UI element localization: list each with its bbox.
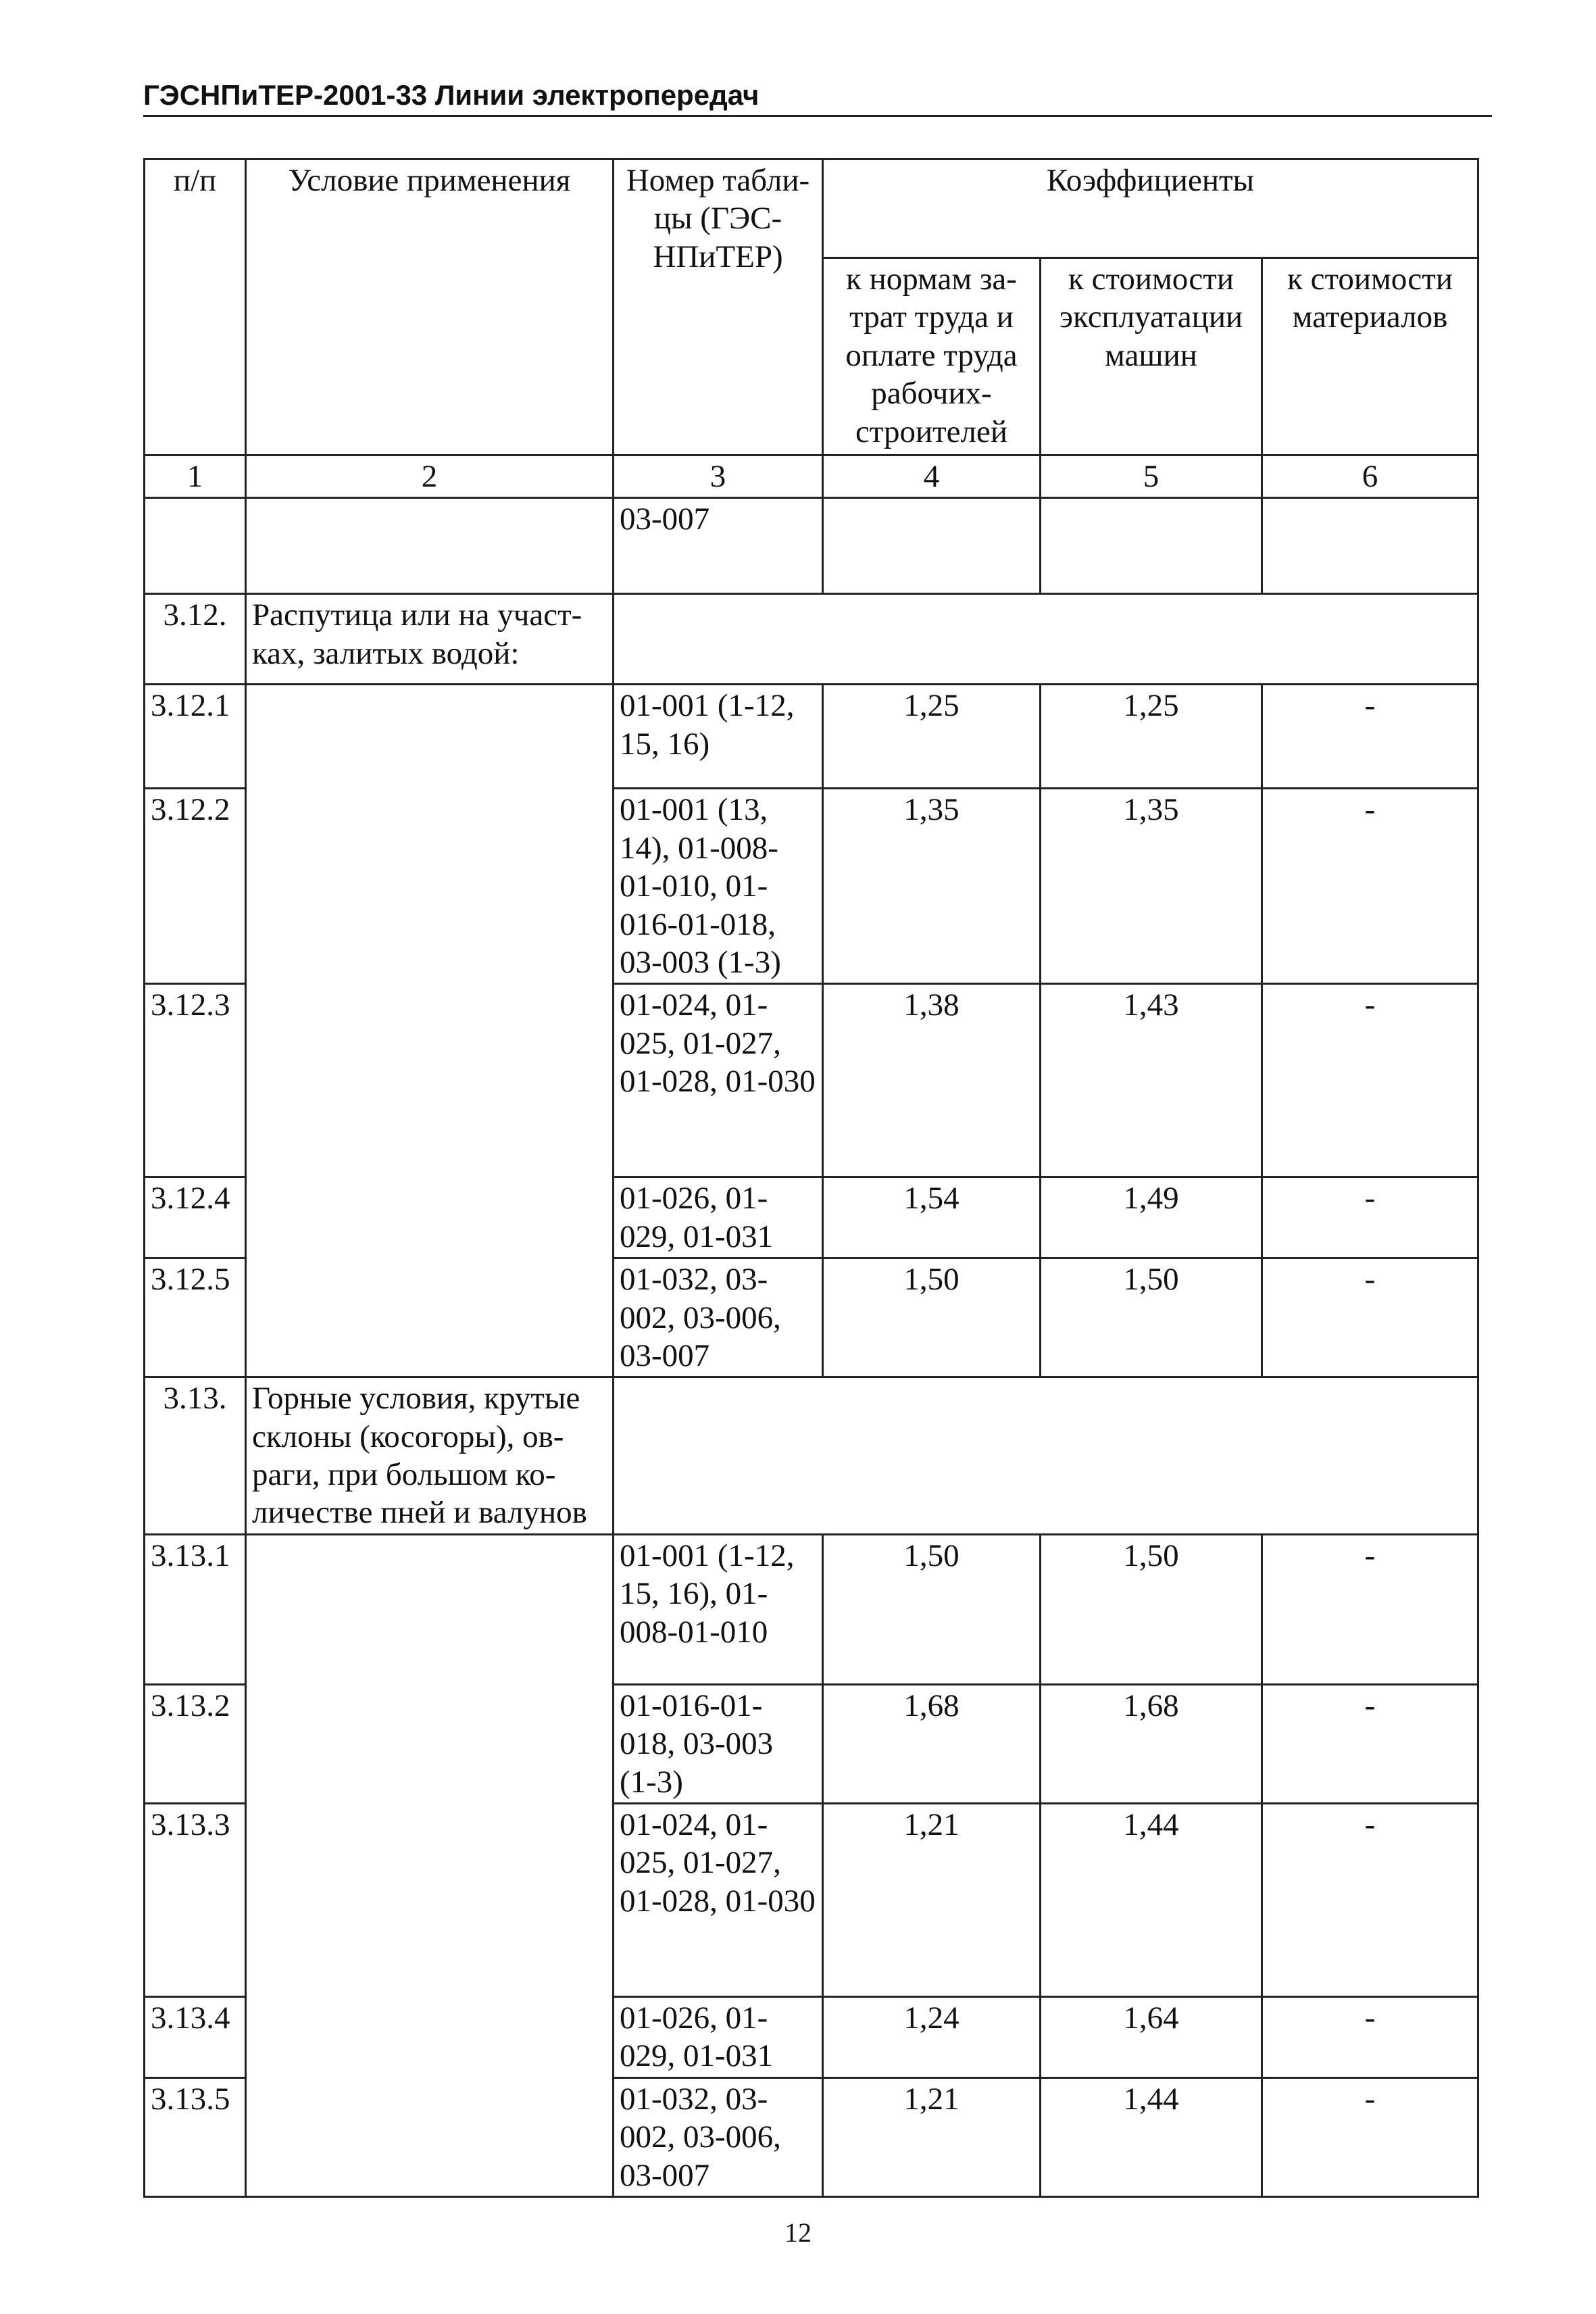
row-table-numbers: 01-001 (13, 14), 01-008-01-010, 01-016-01-018, 03-003 (1-3) bbox=[614, 789, 823, 984]
row-materials: - bbox=[1262, 685, 1478, 789]
row-number: 3.13.3 bbox=[145, 1804, 246, 1997]
row-labor: 1,21 bbox=[823, 1804, 1041, 1997]
section-row bbox=[145, 1377, 1478, 1535]
row-condition bbox=[246, 1534, 614, 2196]
row-materials: - bbox=[1262, 2077, 1478, 2196]
column-number: 5 bbox=[1041, 456, 1262, 498]
row-table-numbers: 01-026, 01-029, 01-031 bbox=[614, 1177, 823, 1258]
page-number: 12 bbox=[784, 2217, 812, 2248]
row-number: 3.12.5 bbox=[145, 1258, 246, 1377]
coefficients-table bbox=[143, 158, 1479, 2198]
row-table-numbers: 01-032, 03-002, 03-006, 03-007 bbox=[614, 1258, 823, 1377]
header-table-no: Номер табли-цы (ГЭС-НПиТЕР) bbox=[614, 159, 823, 456]
row-machines: 1,44 bbox=[1041, 1804, 1262, 1997]
row-materials: - bbox=[1262, 1997, 1478, 2078]
row-number bbox=[145, 498, 246, 594]
row-materials: - bbox=[1262, 1684, 1478, 1803]
row-number: 3.12.4 bbox=[145, 1177, 246, 1258]
row-table-numbers: 01-001 (1-12, 15, 16) bbox=[614, 685, 823, 789]
row-machines: 1,64 bbox=[1041, 1997, 1262, 2078]
row-table-numbers: 01-024, 01-025, 01-027, 01-028, 01-030 bbox=[614, 1804, 823, 1997]
row-machines: 1,50 bbox=[1041, 1258, 1262, 1377]
row-number: 3.12.3 bbox=[145, 984, 246, 1177]
row-materials: - bbox=[1262, 789, 1478, 984]
row-machines bbox=[1041, 498, 1262, 594]
row-materials: - bbox=[1262, 1534, 1478, 1684]
row-labor: 1,25 bbox=[823, 685, 1041, 789]
header-pp: п/п bbox=[145, 159, 246, 456]
column-number: 4 bbox=[823, 456, 1041, 498]
row-machines: 1,35 bbox=[1041, 789, 1262, 984]
column-number: 3 bbox=[614, 456, 823, 498]
column-number: 1 bbox=[145, 456, 246, 498]
row-labor: 1,21 bbox=[823, 2077, 1041, 2196]
row-materials: - bbox=[1262, 1177, 1478, 1258]
row-materials bbox=[1262, 498, 1478, 594]
row-number: 3.12.2 bbox=[145, 789, 246, 984]
header-materials: к стоимости материалов bbox=[1262, 258, 1478, 456]
row-table-numbers: 01-032, 03-002, 03-006, 03-007 bbox=[614, 2077, 823, 2196]
row-table-numbers: 01-016-01-018, 03-003 (1-3) bbox=[614, 1684, 823, 1803]
row-labor: 1,24 bbox=[823, 1997, 1041, 2078]
table-row bbox=[145, 685, 1478, 789]
row-machines: 1,25 bbox=[1041, 685, 1262, 789]
row-number: 3.13.2 bbox=[145, 1684, 246, 1803]
row-number: 3.12.1 bbox=[145, 685, 246, 789]
row-table-numbers: 03-007 bbox=[614, 498, 823, 594]
section-blank bbox=[614, 594, 1478, 685]
row-table-numbers: 01-024, 01-025, 01-027, 01-028, 01-030 bbox=[614, 984, 823, 1177]
row-machines: 1,43 bbox=[1041, 984, 1262, 1177]
row-condition bbox=[246, 685, 614, 1377]
row-number: 3.13.5 bbox=[145, 2077, 246, 2196]
row-number: 3.13.4 bbox=[145, 1997, 246, 2078]
row-labor bbox=[823, 498, 1041, 594]
row-materials: - bbox=[1262, 984, 1478, 1177]
row-table-numbers: 01-026, 01-029, 01-031 bbox=[614, 1997, 823, 2078]
table-row bbox=[145, 1534, 1478, 1684]
row-number: 3.13.1 bbox=[145, 1534, 246, 1684]
header-labor: к нормам за-трат труда и оплате труда рабочих-строителей bbox=[823, 258, 1041, 456]
column-number: 2 bbox=[246, 456, 614, 498]
row-table-numbers: 01-001 (1-12, 15, 16), 01-008-01-010 bbox=[614, 1534, 823, 1684]
header-condition: Условие применения bbox=[246, 159, 614, 456]
row-labor: 1,50 bbox=[823, 1534, 1041, 1684]
table-row bbox=[145, 498, 1478, 594]
row-condition bbox=[246, 498, 614, 594]
running-header: ГЭСНПиТЕР-2001-33 Линии электропередач bbox=[143, 80, 1492, 117]
row-machines: 1,50 bbox=[1041, 1534, 1262, 1684]
header-coefficients: Коэффициенты bbox=[823, 159, 1478, 258]
section-title: Горные условия, крутые склоны (косогоры), ов-раги, при большом ко-личестве пней и валунов bbox=[246, 1377, 614, 1535]
header-machines: к стоимости эксплуатации машин bbox=[1041, 258, 1262, 456]
row-labor: 1,50 bbox=[823, 1258, 1041, 1377]
row-machines: 1,44 bbox=[1041, 2077, 1262, 2196]
row-materials: - bbox=[1262, 1258, 1478, 1377]
section-number: 3.13. bbox=[145, 1377, 246, 1535]
row-labor: 1,54 bbox=[823, 1177, 1041, 1258]
row-machines: 1,49 bbox=[1041, 1177, 1262, 1258]
row-materials: - bbox=[1262, 1804, 1478, 1997]
section-blank bbox=[614, 1377, 1478, 1535]
row-labor: 1,68 bbox=[823, 1684, 1041, 1803]
row-machines: 1,68 bbox=[1041, 1684, 1262, 1803]
row-labor: 1,35 bbox=[823, 789, 1041, 984]
row-labor: 1,38 bbox=[823, 984, 1041, 1177]
section-row bbox=[145, 594, 1478, 685]
column-number-row bbox=[145, 456, 1478, 498]
section-title: Распутица или на участ-ках, залитых водой: bbox=[246, 594, 614, 685]
column-number: 6 bbox=[1262, 456, 1478, 498]
section-number: 3.12. bbox=[145, 594, 246, 685]
